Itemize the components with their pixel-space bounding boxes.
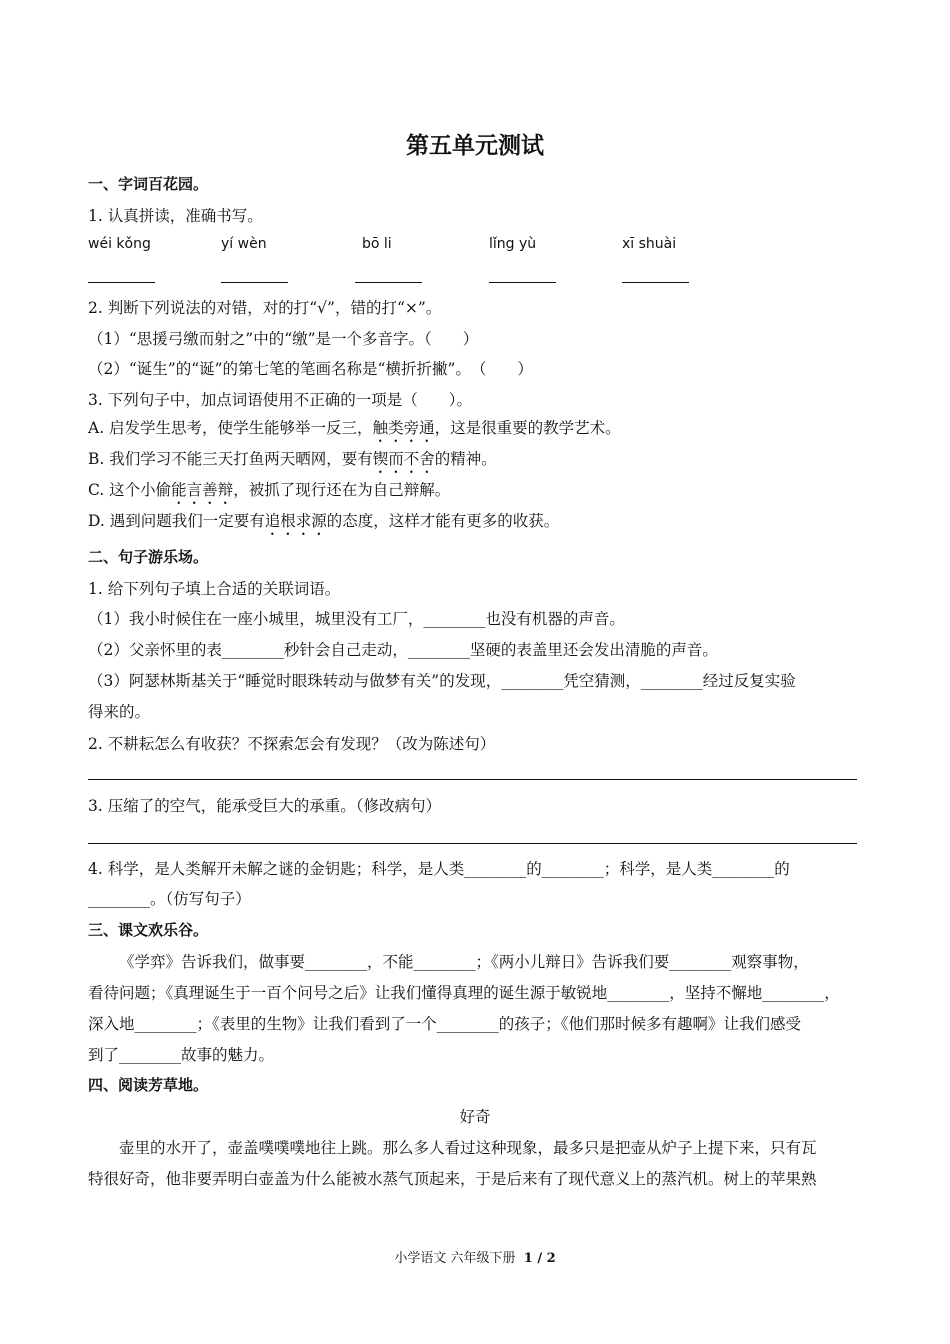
q2-1-item-3-cont: 得来的。	[88, 703, 151, 721]
q1-3-text: 3. 下列句子中，加点词语使用不正确的一项是（ ）。	[88, 391, 472, 409]
page-footer	[0, 1247, 950, 1266]
section-3-line-4: 到了________故事的魅力。	[88, 1046, 275, 1064]
pinyin-4: lǐng yù	[489, 236, 537, 252]
q2-1-item-1: （1）我小时候住在一座小城里，城里没有工厂，________也没有机器的声音。	[88, 610, 625, 628]
section-3-line-2: 看待问题；《真理诞生于一百个问号之后》让我们懂得真理的诞生源于敏锐地________，坚持不懈地________，	[88, 984, 840, 1002]
q2-1-item-3: （3）阿瑟林斯基关于“睡觉时眼珠转动与做梦有关”的发现，________凭空猜测，________经过反复实验	[88, 672, 796, 690]
q1-1-text: 1. 认真拼读，准确书写。	[88, 207, 263, 225]
q2-1-text: 1. 给下列句子填上合适的关联词语。	[88, 580, 341, 598]
q2-3-text: 3. 压缩了的空气，能承受巨大的承重。（修改病句）	[88, 797, 441, 815]
pinyin-answer-blank[interactable]	[355, 282, 422, 283]
pinyin-answer-blank[interactable]	[221, 282, 288, 283]
dotted-word: 锲而不舍	[372, 450, 435, 468]
pinyin-3: bō li	[362, 236, 392, 252]
section-3-heading: 三、课文欢乐谷。	[88, 921, 209, 939]
section-4-heading: 四、阅读芳草地。	[88, 1076, 209, 1094]
dotted-word: 追根求源	[264, 512, 327, 530]
q1-3-option-c: C. 这个小偷能言善辩，被抓了现行还在为自己辩解。	[88, 481, 451, 499]
q1-3-option-a: A. 启发学生思考，使学生能够举一反三，触类旁通，这是很重要的教学艺术。	[88, 419, 621, 437]
pinyin-5: xī shuài	[622, 236, 677, 252]
q1-2-item-1: （1）“思援弓缴而射之”中的“缴”是一个多音字。（ ）	[88, 330, 479, 348]
q1-3-option-b: B. 我们学习不能三天打鱼两天晒网，要有锲而不舍的精神。	[88, 450, 497, 468]
footer-text: 小学语文 六年级下册	[394, 1251, 516, 1266]
section-2-heading: 二、句子游乐场。	[88, 548, 209, 566]
q1-3-option-d: D. 遇到问题我们一定要有追根求源的态度，这样才能有更多的收获。	[88, 512, 560, 530]
q2-4-text: 4. 科学，是人类解开未解之谜的金钥匙；科学，是人类________的________；科学，是人类________的	[88, 860, 790, 878]
answer-line[interactable]	[88, 779, 857, 780]
q2-1-item-2: （2）父亲怀里的表________秒针会自己走动，________坚硬的表盖里还会发出清脆的声音。	[88, 641, 718, 659]
section-1-heading: 一、字词百花园。	[88, 175, 209, 193]
pinyin-answer-blank[interactable]	[88, 282, 155, 283]
section-3-line-1: 《学弈》告诉我们，做事要________，不能________；《两小儿辩日》告诉我们要________观察事物，	[119, 953, 809, 971]
pinyin-answer-blank[interactable]	[489, 282, 556, 283]
passage-line-1: 壶里的水开了，壶盖噗噗噗地往上跳。那么多人看过这种现象，最多只是把壶从炉子上提下来，只有瓦	[119, 1139, 817, 1157]
q2-2-text: 2. 不耕耘怎么有收获？不探索怎会有发现？（改为陈述句）	[88, 735, 496, 753]
page-title: 第五单元测试	[406, 133, 544, 159]
dotted-word: 触类旁通	[372, 419, 435, 437]
q1-2-item-2: （2）“诞生”的“诞”的第七笔的笔画名称是“横折折撇”。 （ ）	[88, 360, 533, 378]
passage-line-2: 特很好奇，他非要弄明白壶盖为什么能被水蒸气顶起来，于是后来有了现代意义上的蒸汽机。树上的苹果熟	[88, 1170, 817, 1188]
section-3-line-3: 深入地________；《表里的生物》让我们看到了一个________的孩子；《他们那时候多有趣啊》让我们感受	[88, 1015, 802, 1033]
pinyin-answer-blank[interactable]	[622, 282, 689, 283]
answer-line[interactable]	[88, 843, 857, 844]
pinyin-1: wéi kǒng	[88, 236, 151, 252]
q1-2-text: 2. 判断下列说法的对错，对的打“√”，错的打“×”。	[88, 299, 442, 317]
dotted-word: 能言善辩	[171, 481, 234, 499]
page-number: 1 / 2	[523, 1251, 556, 1266]
passage-title: 好奇	[459, 1108, 491, 1126]
q2-4-text-cont: ________。（仿写句子）	[88, 890, 251, 908]
pinyin-2: yí wèn	[221, 236, 267, 252]
